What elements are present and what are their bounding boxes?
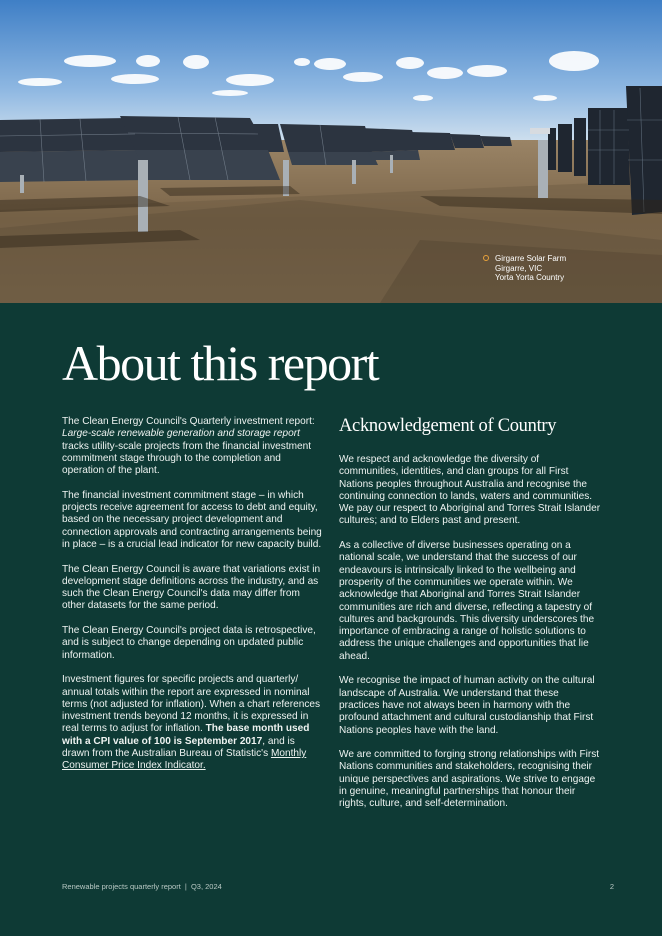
paragraph: The financial investment commitment stage – in which projects receive agreement for access to debt and equity, based on the necessary project development and connection approvals and contracting arrangements being in place – is a crucial lead indicator for new capacity build.: [62, 489, 322, 550]
text-run: tracks utility-scale projects from the financial investment commitment stage through to the completion and operation of the plant.: [62, 440, 312, 477]
footer-separator: |: [184, 882, 187, 891]
report-title-italic: Large-scale renewable generation and storage report: [62, 428, 300, 440]
paragraph: [62, 416, 324, 477]
text-run: , and is drawn from the Australian Bureau of Statistic's: [62, 735, 295, 760]
footer-report-name: Renewable projects quarterly report: [62, 882, 181, 891]
footer: [62, 882, 222, 891]
caption-line: Girgarre, VIC: [495, 263, 543, 273]
photo-caption: [483, 254, 566, 283]
caption-line: Yorta Yorta Country: [495, 273, 565, 282]
cpi-base-note: The base month used with a CPI value of 100 is September 2017: [62, 723, 310, 747]
page-title: About this report: [62, 335, 379, 391]
paragraph: The Clean Energy Council is aware that variations exist in development stage definitions across the industry, and as such the Clean Energy Council's data may differ from other datasets for the same period.: [62, 563, 321, 612]
paragraph: [62, 674, 324, 772]
cpi-indicator-link[interactable]: Monthly Consumer Price Index Indicator.: [62, 748, 307, 772]
acknowledgement-column: [339, 414, 601, 823]
text-run: Investment figures for specific projects and quarterly/ annual totals within the report are expressed in nominal terms (not adjusted for inflation). When a chart references investment trends beyond 12 months, it is expressed in real terms to adjust for inflation.: [62, 674, 321, 735]
caption-line: Girgarre Solar Farm: [495, 254, 567, 263]
text-run: The Clean Energy Council's Quarterly investment report:: [62, 416, 315, 427]
location-pin-icon: [483, 255, 489, 261]
page-number: 2: [609, 882, 614, 891]
paragraph: We are committed to forging strong relationships with First Nations communities and stakeholders, recognising their unique perspectives and aspirations. We strive to engage in genuine, meaningful partnerships that honour their rights, culture, and self-determination.: [339, 749, 600, 810]
paragraph: We recognise the impact of human activity on the cultural landscape of Australia. We understand that these practices have not always been in harmony with the profound attachment and cultural custodianship that First Nations peoples have with the land.: [339, 675, 595, 736]
footer-period: Q3, 2024: [190, 882, 222, 891]
about-column: [62, 416, 324, 785]
paragraph: The Clean Energy Council's project data is retrospective, and is subject to change depending on updated public information.: [62, 625, 316, 661]
acknowledgement-heading: Acknowledgement of Country: [339, 416, 557, 436]
paragraph: As a collective of diverse businesses operating on a national scale, we understand that the success of our endeavours is intrinsically linked to the wellbeing and prosperity of the communities we operate within. We acknowledge that Aboriginal and Torres Strait Islander communities are rich and diverse, reflecting a tapestry of cultures and backgrounds. This diversity underscores the importance of embracing a range of holistic solutions to address the unique challenges and opportunities that lie ahead.: [339, 540, 595, 662]
paragraph: We respect and acknowledge the diversity of communities, identities, and clan groups for all First Nations peoples throughout Australia and recognise the continuing connection to lands, waters and communities. We pay our respect to Aboriginal and Torres Strait Islander cultures; and to Elders past and present.: [339, 454, 601, 527]
